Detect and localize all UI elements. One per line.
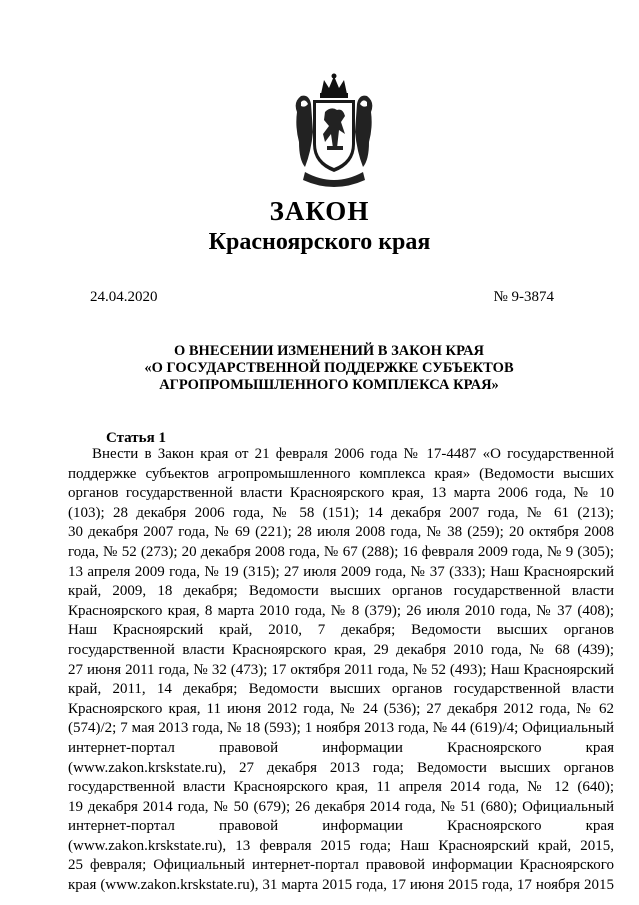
article-line: органов государственной власти Красноярского края, 13 марта 2006 года, № 10 xyxy=(68,485,614,502)
article-line: интернет-портал правовой информации Красноярского края xyxy=(68,739,614,756)
article-line: поддержке субъектов агропромышленного комплекса края» (Ведомости высших xyxy=(68,465,614,482)
krasnoyarsk-coat-of-arms-emblem xyxy=(291,72,377,192)
law-heading-line: О ВНЕСЕНИИ ИЗМЕНЕНИЙ В ЗАКОН КРАЯ xyxy=(173,343,485,359)
article-line: государственной власти Красноярского края, 11 апреля 2014 года, № 12 (640); xyxy=(68,779,614,796)
document-title: ЗАКОН xyxy=(269,196,370,226)
article-line: края (www.zakon.krskstate.ru), 31 марта 2015 года, 17 июня 2015 года, 17 ноября 2015 xyxy=(68,877,614,894)
law-heading xyxy=(100,343,558,394)
article-line: край, 2011, 14 декабря; Ведомости высших органов государственной власти xyxy=(68,681,614,698)
law-heading-line: «О ГОСУДАРСТВЕННОЙ ПОДДЕРЖКЕ СУБЪЕКТОВ xyxy=(144,360,514,376)
article-line: Внести в Закон края от 21 февраля 2006 года № 17-4487 «О государственной xyxy=(92,446,614,462)
article-line: 27 июня 2011 года, № 32 (473); 17 октября 2011 года, № 52 (493); Наш Красноярский xyxy=(68,661,614,678)
article-line: (574)/2; 7 мая 2013 года, № 18 (593); 1 ноября 2013 года, № 44 (619)/4; Официальный xyxy=(68,720,614,737)
law-heading-line: АГРОПРОМЫШЛЕННОГО КОМПЛЕКСА КРАЯ» xyxy=(159,377,499,393)
article-body xyxy=(68,445,614,896)
article-line: 30 декабря 2007 года, № 69 (221); 28 июля 2008 года, № 38 (259); 20 октября 2008 xyxy=(68,524,614,541)
article-line: Красноярского края, 8 марта 2010 года, № 8 (379); 26 июля 2010 года, № 37 (408); xyxy=(68,602,614,619)
article-line: 19 декабря 2014 года, № 50 (679); 26 декабря 2014 года, № 51 (680); Официальный xyxy=(68,798,614,815)
article-line: 25 февраля; Официальный интернет-портал правовой информации Красноярского xyxy=(68,857,614,874)
article-line: Красноярского края, 11 июня 2012 года, № 24 (536); 27 декабря 2012 года, № 62 xyxy=(68,700,614,717)
article-line: года, № 52 (273); 20 декабря 2008 года, № 67 (288); 16 февраля 2009 года, № 9 (305); xyxy=(68,543,614,560)
article-line: (www.zakon.krskstate.ru), 13 февраля 2015 года; Наш Красноярский край, 2015, xyxy=(68,837,614,854)
article-line: интернет-портал правовой информации Красноярского края xyxy=(68,818,614,835)
article-line: государственной власти Красноярского края, 29 декабря 2010 года, № 68 (439); xyxy=(68,641,614,658)
document-subtitle: Красноярского края xyxy=(208,229,431,255)
article-line: край, 2009, 18 декабря; Ведомости высших органов государственной власти xyxy=(68,583,614,600)
document-number: № 9-3874 xyxy=(493,289,554,305)
article-line: 13 апреля 2009 года, № 19 (315); 27 июля 2009 года, № 37 (333); Наш Красноярский xyxy=(68,563,614,580)
article-line: (www.zakon.krskstate.ru), 27 декабря 2013 года; Ведомости высших органов xyxy=(68,759,614,776)
article-line: (103); 28 декабря 2006 года, № 58 (151); 14 декабря 2007 года, № 61 (213); xyxy=(68,504,614,521)
article-title: Статья 1 xyxy=(106,430,166,446)
article-line: Наш Красноярский край, 2010, 7 декабря; Ведомости высших органов xyxy=(68,622,614,639)
document-date: 24.04.2020 xyxy=(90,289,158,305)
